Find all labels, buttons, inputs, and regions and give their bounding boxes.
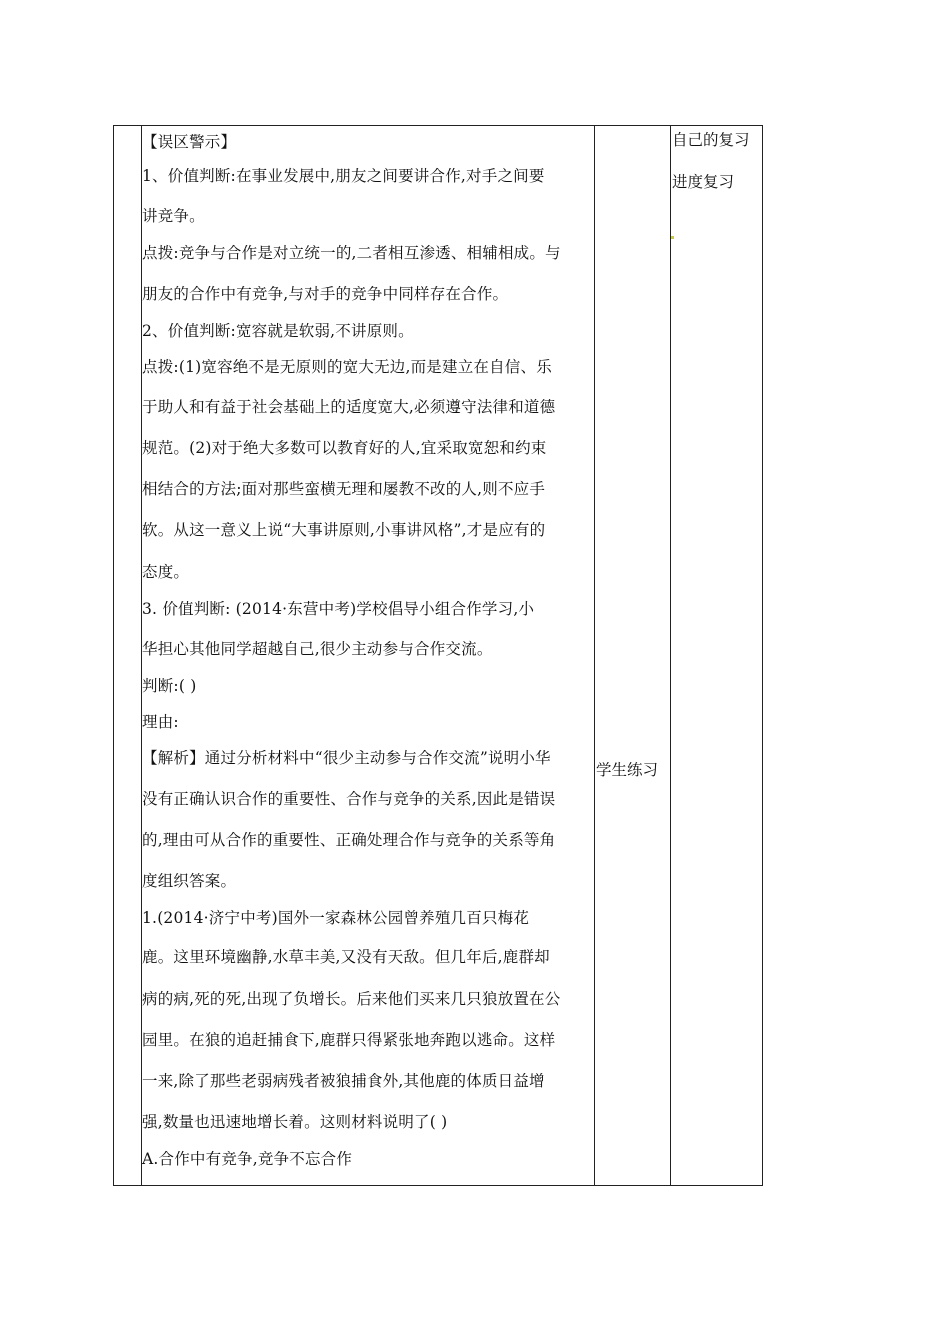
text-line: 1.(2014·济宁中考)国外一家森林公园曾养殖几百只梅花 — [142, 909, 530, 927]
text-line: 相结合的方法;面对那些蛮横无理和屡教不改的人,则不应手 — [142, 480, 546, 498]
text-line: 点拨:(1)宽容绝不是无原则的宽大无边,而是建立在自信、乐 — [142, 358, 552, 376]
text-line: 鹿。这里环境幽静,水草丰美,又没有天敌。但几年后,鹿群却 — [142, 948, 550, 966]
notes-line: 进度复习 — [672, 173, 735, 191]
notes-line: 自己的复习 — [672, 131, 750, 149]
text-line: 2、价值判断:宽容就是软弱,不讲原则。 — [142, 322, 414, 340]
text-line: 一来,除了那些老弱病残者被狼捕食外,其他鹿的体质日益增 — [142, 1072, 545, 1090]
text-line: A.合作中有竞争,竞争不忘合作 — [142, 1150, 353, 1168]
text-line: 强,数量也迅速地增长着。这则材料说明了( ) — [142, 1113, 448, 1131]
text-line: 没有正确认识合作的重要性、合作与竞争的关系,因此是错误 — [142, 790, 556, 808]
text-line: 1、价值判断:在事业发展中,朋友之间要讲合作,对手之间要 — [142, 167, 545, 185]
text-line: 【误区警示】 — [142, 133, 237, 151]
text-line: 规范。(2)对于绝大多数可以教育好的人,宜采取宽恕和约束 — [142, 439, 547, 457]
text-line: 理由: — [142, 713, 179, 731]
text-line: 态度。 — [142, 563, 190, 581]
text-line: 的,理由可从合作的重要性、正确处理合作与竞争的关系等角 — [142, 831, 556, 849]
text-line: 3. 价值判断: (2014·东营中考)学校倡导小组合作学习,小 — [142, 600, 535, 618]
text-line: 病的病,死的死,出现了负增长。后来他们买来几只狼放置在公 — [142, 990, 561, 1008]
text-line: 园里。在狼的追赶捕食下,鹿群只得紧张地奔跑以逃命。这样 — [142, 1031, 556, 1049]
column-divider-3 — [670, 126, 671, 1185]
scan-mark — [671, 236, 674, 239]
text-line: 于助人和有益于社会基础上的适度宽大,必须遵守法律和道德 — [142, 398, 556, 416]
column-divider-2 — [594, 126, 595, 1185]
text-line: 讲竞争。 — [142, 207, 205, 225]
text-line: 华担心其他同学超越自己,很少主动参与合作交流。 — [142, 640, 493, 658]
text-line: 度组织答案。 — [142, 872, 237, 890]
text-line: 朋友的合作中有竞争,与对手的竞争中同样存在合作。 — [142, 285, 509, 303]
content-column — [142, 125, 594, 1186]
text-line: 点拨:竞争与合作是对立统一的,二者相互渗透、相辅相成。与 — [142, 244, 561, 262]
text-line: 软。从这一意义上说“大事讲原则,小事讲风格”,才是应有的 — [142, 521, 546, 539]
activity-label: 学生练习 — [596, 761, 659, 779]
text-line: 判断:( ) — [142, 677, 197, 695]
text-line: 【解析】通过分析材料中“很少主动参与合作交流”说明小华 — [142, 749, 551, 767]
